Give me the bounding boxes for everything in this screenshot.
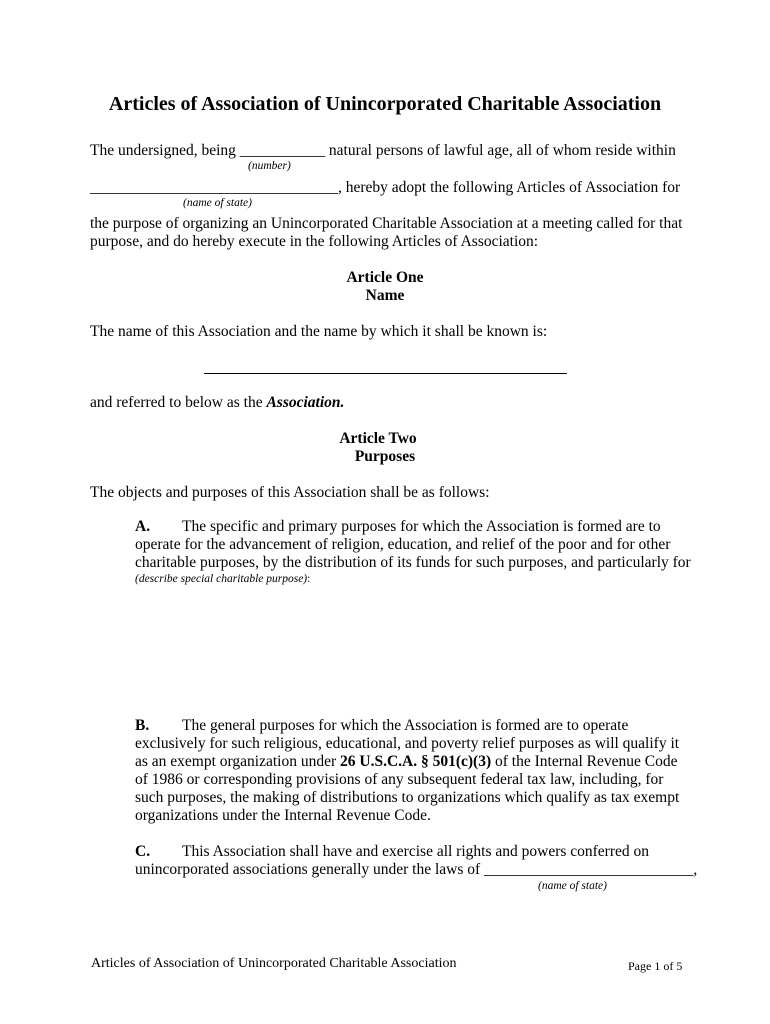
referred-line — [90, 394, 344, 412]
section-b-line-3 — [135, 753, 678, 771]
article-two-text: The objects and purposes of this Association shall be as follows: — [90, 484, 490, 501]
document-title: Articles of Association of Unincorporated Charitable Association — [108, 93, 662, 115]
section-c-line-2: unincorporated associations generally under the laws of ___________________________, — [135, 861, 698, 878]
section-a-line-3: charitable purposes, by the distribution of its funds for such purposes, and particularly for — [135, 554, 691, 571]
section-a-hint — [135, 573, 310, 585]
section-b-line-5: such purposes, the making of distributions to organizations which qualify as tax exempt — [135, 789, 680, 806]
article-one-text: The name of this Association and the name by which it shall be known is: — [90, 323, 548, 340]
section-b-line-3-pre: as an exempt organization under — [135, 753, 341, 770]
section-a-hint-colon: : — [307, 573, 311, 585]
footer-title: Articles of Association of Unincorporated Charitable Association — [91, 956, 457, 971]
article-one-subheading: Name — [365, 287, 405, 304]
intro-line-1: The undersigned, being ___________ natural persons of lawful age, all of whom reside within — [90, 142, 676, 159]
intro-line-2: ________________________________, hereby adopt the following Articles of Association for — [90, 179, 681, 196]
section-c-line-1: This Association shall have and exercise all rights and powers conferred on — [182, 843, 650, 860]
section-b-label: B. — [135, 717, 150, 734]
section-a-label: A. — [135, 518, 151, 535]
section-a-line-1: The specific and primary purposes for which the Association is formed are to — [182, 518, 661, 535]
association-name-line — [204, 373, 567, 374]
intro-line-3: the purpose of organizing an Unincorporated Charitable Association at a meeting called for that — [90, 215, 683, 232]
section-b-line-1: The general purposes for which the Association is formed are to operate — [182, 717, 629, 734]
section-b-line-6: organizations under the Internal Revenue Code. — [135, 807, 431, 824]
referred-prefix: and referred to below as the — [90, 394, 267, 411]
article-two-subheading: Purposes — [354, 448, 416, 465]
section-a-line-2: operate for the advancement of religion, education, and relief of the poor and for other — [135, 536, 671, 553]
intro-line-4: purpose, and do hereby execute in the following Articles of Association: — [90, 233, 539, 250]
section-c-state-hint: (name of state) — [538, 880, 607, 892]
article-two-heading: Article Two — [339, 430, 417, 447]
section-a-hint-text: (describe special charitable purpose) — [135, 573, 308, 585]
article-one-heading: Article One — [346, 269, 424, 286]
section-b-line-3-post: of the Internal Revenue Code — [491, 753, 678, 770]
association-term: Association. — [266, 394, 345, 411]
state-hint: (name of state) — [183, 197, 252, 209]
usc-citation: 26 U.S.C.A. § 501(c)(3) — [340, 753, 492, 770]
section-b-line-2: exclusively for such religious, educational, and poverty relief purposes as will qualify it — [135, 735, 680, 752]
number-hint: (number) — [248, 160, 291, 172]
section-b-line-4: of 1986 or corresponding provisions of any subsequent federal tax law, including, for — [135, 771, 664, 788]
page-number: Page 1 of 5 — [628, 959, 683, 973]
section-c-label: C. — [135, 843, 151, 860]
